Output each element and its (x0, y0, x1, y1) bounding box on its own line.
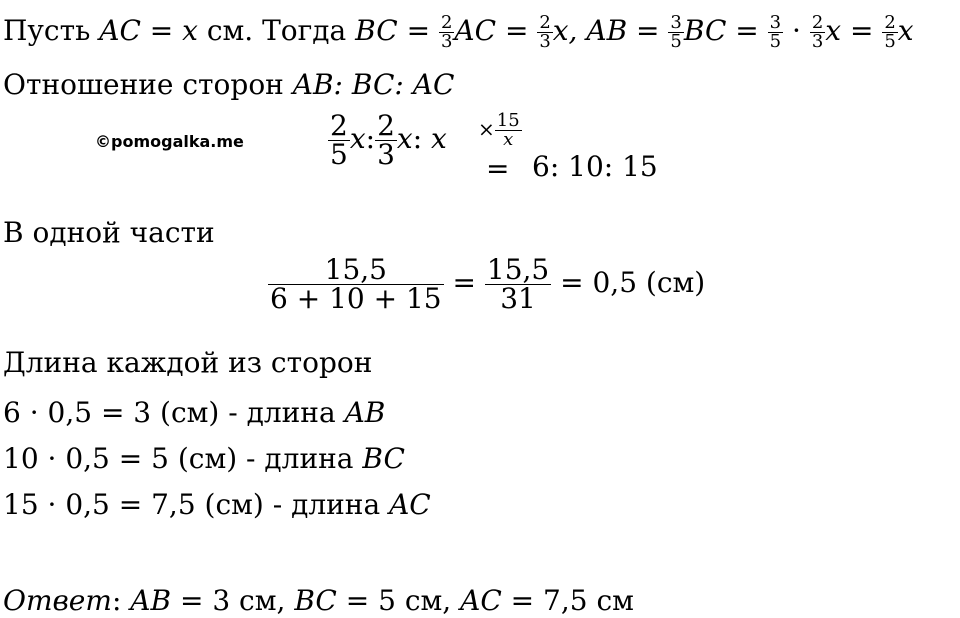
fraction (537, 14, 552, 51)
fraction (882, 14, 897, 51)
numerator: 2 (377, 109, 395, 142)
part-calculation (268, 253, 706, 315)
var-bc: BC (683, 14, 727, 47)
fraction-b (375, 109, 397, 171)
label: - длина (263, 488, 390, 521)
ratio-vars: AB: BC: AC (292, 68, 455, 101)
dot: · (783, 14, 810, 47)
sides-heading: Длина каждой из сторон (3, 346, 373, 379)
expression: 10 · 0,5 = 5 (см) (3, 442, 238, 475)
times-sign: × (478, 117, 495, 141)
var-ac: AC (460, 584, 502, 617)
numerator: 3 (670, 12, 682, 33)
part-heading: В одной части (3, 216, 215, 249)
equals: = (397, 14, 439, 47)
fraction (485, 253, 551, 315)
denominator: 6 + 10 + 15 (270, 282, 442, 315)
var-x: x (349, 122, 366, 155)
numerator: 15,5 (486, 253, 550, 286)
text: Пусть (3, 14, 91, 47)
ratio-result: 6: 10: 15 (532, 150, 658, 183)
numerator: 3 (769, 12, 782, 33)
var-ab: AB (586, 14, 628, 47)
numerator: 15,5 (268, 256, 444, 285)
var-x: x (431, 122, 447, 155)
var-x: x (825, 14, 842, 47)
expression: 15 · 0,5 = 7,5 (см) (3, 488, 264, 521)
fraction (668, 14, 683, 51)
numerator: 2 (539, 12, 551, 33)
denominator: 5 (330, 138, 348, 171)
fraction (495, 112, 522, 149)
fraction (439, 14, 454, 51)
colon: : (365, 122, 376, 155)
var-x: x (396, 122, 413, 155)
side-row (3, 488, 431, 522)
multiplier (478, 112, 522, 149)
fraction (768, 14, 783, 51)
ratio-heading (3, 68, 454, 102)
result: = 0,5 (см) (551, 266, 706, 299)
numerator: 2 (330, 109, 348, 142)
answer-label: Ответ (3, 584, 112, 617)
equals: = (443, 266, 485, 299)
statement-line (3, 14, 914, 51)
expression: 6 · 0,5 = 3 (см) (3, 396, 220, 429)
equals: = (496, 14, 538, 47)
side-row (3, 396, 385, 430)
colon: : (412, 122, 432, 155)
var-ac: AC (454, 14, 497, 47)
ratio-expression (328, 109, 447, 171)
numerator: 2 (440, 12, 453, 33)
text: Отношение сторон (3, 68, 293, 101)
denominator: 5 (670, 31, 682, 52)
numerator: 2 (884, 12, 896, 33)
watermark: ©pomogalka.me (95, 132, 244, 151)
answer-line (3, 584, 634, 618)
numerator: 15 (496, 110, 520, 131)
value: = 3 см, (171, 584, 295, 617)
denominator: 5 (769, 31, 782, 52)
denominator: 3 (811, 31, 824, 52)
eq-x: = x (140, 14, 198, 47)
var-ab: AB (130, 584, 172, 617)
side-name: BC (362, 442, 405, 475)
equals: = (486, 152, 510, 185)
denominator: 5 (884, 31, 896, 52)
var-x: x, (552, 14, 587, 47)
equals: = (726, 14, 768, 47)
var-x: x (897, 14, 914, 47)
equals: = (841, 14, 883, 47)
denominator: 31 (500, 282, 536, 315)
text: : (111, 584, 131, 617)
text: см. Тогда (197, 14, 356, 47)
label: - длина (219, 396, 345, 429)
denominator: 3 (539, 31, 551, 52)
numerator: 2 (811, 12, 824, 33)
var-ac: AC (99, 14, 141, 47)
value: = 5 см, (336, 584, 461, 617)
denominator: x (503, 129, 514, 150)
label: - длина (237, 442, 363, 475)
denominator: 3 (377, 138, 395, 171)
value: = 7,5 см (501, 584, 634, 617)
var-bc: BC (355, 14, 398, 47)
fraction (810, 14, 825, 51)
side-row (3, 442, 405, 476)
fraction (268, 253, 444, 315)
side-name: AC (389, 488, 431, 521)
equals: = (627, 14, 669, 47)
var-bc: BC (294, 584, 337, 617)
denominator: 3 (440, 31, 453, 52)
side-name: AB (344, 396, 386, 429)
fraction-a (328, 109, 350, 171)
